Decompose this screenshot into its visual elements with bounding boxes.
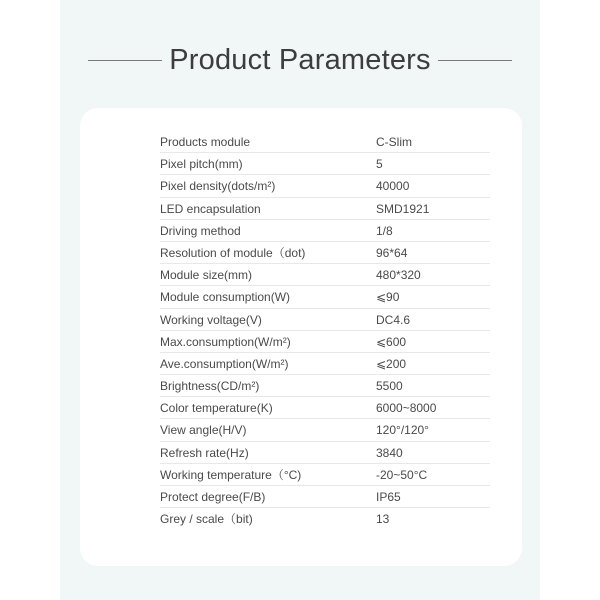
- header: [0, 38, 600, 82]
- table-row: [160, 442, 490, 464]
- parameter-value: 1/8: [376, 223, 393, 238]
- parameter-label: Ave.consumption(W/m²): [160, 356, 289, 371]
- parameter-value: ⩽200: [376, 356, 407, 371]
- parameter-value: 3840: [376, 445, 403, 460]
- table-row: [160, 131, 490, 153]
- parameter-label: Max.consumption(W/m²): [160, 334, 291, 349]
- table-row: [160, 309, 490, 331]
- parameter-value: ⩽90: [376, 290, 400, 305]
- table-row: [160, 175, 490, 197]
- table-row: [160, 153, 490, 175]
- parameter-label: Resolution of module（dot): [160, 245, 306, 260]
- table-row: [160, 242, 490, 264]
- parameter-value: 120°/120°: [376, 423, 429, 438]
- table-row: [160, 375, 490, 397]
- parameter-label: Color temperature(K): [160, 401, 273, 416]
- table-row: [160, 486, 490, 508]
- table-row: [160, 464, 490, 486]
- parameter-label: Grey / scale（bit): [160, 512, 253, 527]
- parameters-card: [80, 108, 522, 566]
- parameter-label: Products module: [160, 135, 251, 149]
- parameter-label: Pixel pitch(mm): [160, 157, 243, 172]
- table-row: [160, 397, 490, 419]
- table-row: [160, 419, 490, 441]
- parameter-value: ⩽600: [376, 334, 407, 349]
- parameter-value: 96*64: [376, 245, 408, 260]
- parameters-table: [160, 131, 490, 530]
- parameter-label: Refresh rate(Hz): [160, 445, 249, 460]
- table-row: [160, 198, 490, 220]
- parameter-label: Driving method: [160, 223, 241, 238]
- parameter-value: 13: [376, 512, 390, 527]
- table-row: [160, 220, 490, 242]
- parameter-value: 5500: [376, 379, 403, 394]
- table-row: [160, 353, 490, 375]
- parameter-label: Module size(mm): [160, 268, 253, 283]
- parameter-label: Brightness(CD/m²): [160, 379, 260, 394]
- parameter-label: Module consumption(W): [160, 290, 291, 305]
- parameter-label: Working voltage(V): [160, 312, 262, 327]
- parameter-label: Protect degree(F/B): [160, 490, 266, 504]
- table-row: [160, 508, 490, 530]
- table-row: [160, 264, 490, 286]
- parameter-value: IP65: [376, 490, 401, 504]
- table-row: [160, 286, 490, 308]
- page-title: Product Parameters: [169, 44, 431, 76]
- parameter-value: 480*320: [376, 268, 421, 283]
- parameter-value: SMD1921: [376, 201, 430, 216]
- table-row: [160, 331, 490, 353]
- parameter-value: 40000: [376, 179, 410, 194]
- parameter-value: C-Slim: [376, 135, 412, 149]
- parameter-label: Working temperature（°C): [160, 467, 302, 482]
- parameter-value: -20~50°C: [376, 467, 428, 482]
- parameter-value: DC4.6: [376, 312, 411, 327]
- title-divider-right: [438, 60, 512, 61]
- parameter-label: View angle(H/V): [160, 423, 247, 438]
- parameter-value: 6000~8000: [376, 401, 437, 416]
- parameter-label: LED encapsulation: [160, 201, 261, 216]
- parameter-label: Pixel density(dots/m²): [160, 179, 276, 194]
- parameter-value: 5: [376, 157, 383, 172]
